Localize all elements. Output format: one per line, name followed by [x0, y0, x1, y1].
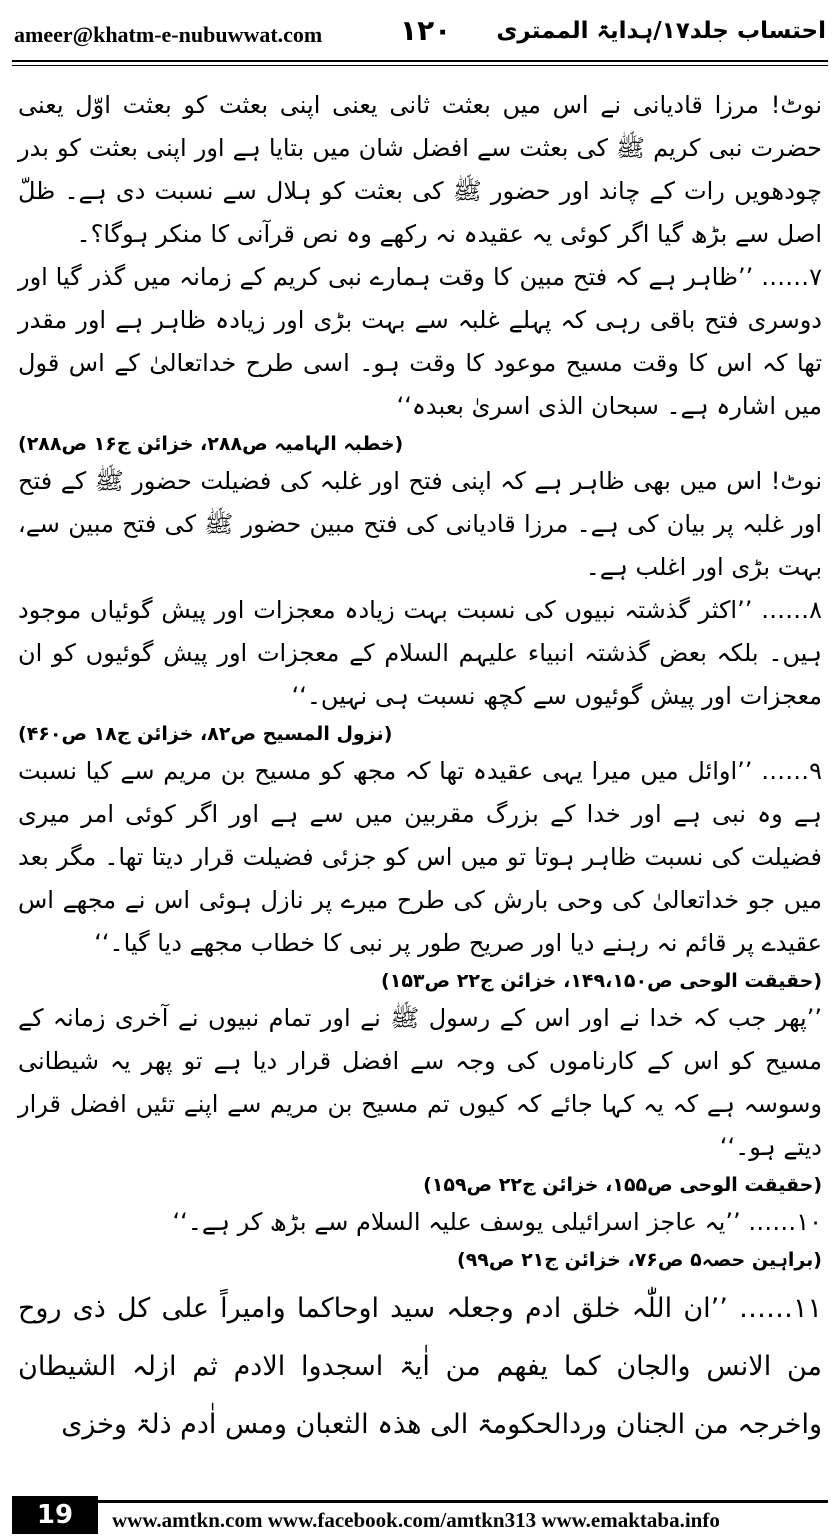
- footer-divider: [98, 1500, 828, 1503]
- page-body: [18, 84, 822, 1454]
- page-footer: [0, 1494, 840, 1540]
- paragraph-quote-8: ۸…… ’’اکثر گذشتہ نبیوں کی نسبت بہت زیادہ معجزات اور پیش گوئیاں موجود ہیں۔ بلکہ بعض گذشتہ انبیاء علیہم السلام کے معجزات اور پیش گوئیوں کو ان معجزات اور پیش گوئیوں سے کچھ نسبت ہی نہیں۔‘‘: [18, 596, 822, 710]
- footer-links: www.amtkn.com www.facebook.com/amtkn313 www.emaktaba.info: [112, 1508, 720, 1532]
- reference-quote-9: (حقیقت الوحی ص۱۴۹،۱۵۰، خزائن ج۲۲ ص۱۵۳): [381, 970, 822, 992]
- footer-page-number: 19: [12, 1496, 98, 1534]
- paragraph-quote-10: ۱۰…… ’’یہ عاجز اسرائیلی یوسف علیہ السلام سے بڑھ کر ہے۔‘‘: [172, 1208, 822, 1236]
- paragraph-quote-9b: ’’پھر جب کہ خدا نے اور اس کے رسول ﷺ نے اور تمام نبیوں نے آخری زمانہ کے مسیح کو اس کے کارناموں کی وجہ سے افضل قرار دیا ہے تو پھر یہ شیطانی وسوسہ ہے کہ یہ کہا جائے کہ کیوں تم مسیح بن مریم سے اپنے تئیں افضل قرار دیتے ہو۔‘‘: [18, 1004, 822, 1161]
- page-header: [0, 0, 840, 62]
- paragraph-quote-11-arabic: ۱۱…… ’’ان اللّٰہ خلق ادم وجعلہ سید اوحاکما وامیراً علی کل ذی روح من الانس والجان کما یفھم من اٰیۃ اسجدوا الادم ثم ازلہ الشیطان واخرجہ من الجنان وردالحکومۃ الی ھذہ الثعبان ومس اٰدم ذلۃ وخزی: [18, 1293, 822, 1440]
- paragraph-note-1: نوٹ! مرزا قادیانی نے اس میں بعثت ثانی یعنی اپنی بعثت کو بعثت اوّل یعنی حضرت نبی کریم ﷺ کی بعثت سے افضل شان میں بتایا ہے اور اپنی بعثت کو بدر چودھویں رات کے چاند اور حضور ﷺ کی بعثت کو ہلال سے نسبت دی ہے۔ ظلّ اصل سے بڑھ گیا اگر کوئی یہ عقیدہ نہ رکھے وہ نص قرآنی کا منکر ہوگا؟۔: [18, 91, 822, 248]
- paragraph-quote-7: ۷…… ’’ظاہر ہے کہ فتح مبین کا وقت ہمارے نبی کریم کے زمانہ میں گذر گیا اور دوسری فتح باقی رہی کہ پہلے غلبہ سے بہت بڑی اور زیادہ ظاہر ہے اور مقدر تھا کہ اس کا وقت مسیح موعود کا وقت ہو۔ اسی طرح خداتعالیٰ کے اس قول میں اشارہ ہے۔ سبحان الذی اسریٰ بعبدہ‘‘: [18, 263, 822, 420]
- header-divider: [12, 60, 828, 66]
- reference-quote-9b: (حقیقت الوحی ص۱۵۵، خزائن ج۲۲ ص۱۵۹): [423, 1174, 822, 1196]
- paragraph-note-2: نوٹ! اس میں بھی ظاہر ہے کہ اپنی فتح اور غلبہ کی فضیلت حضور ﷺ کے فتح اور غلبہ پر بیان کی ہے۔ مرزا قادیانی کی فتح مبین حضور ﷺ کی فتح مبین سے، بہت بڑی اور اغلب ہے۔: [18, 467, 822, 581]
- header-book-title: احتساب جلد۱۷/ہدایۃ الممتری: [496, 18, 826, 44]
- reference-quote-7: (خطبہ الہامیہ ص۲۸۸، خزائن ج۱۶ ص۲۸۸): [18, 433, 404, 455]
- header-page-number: ۱۲۰: [400, 14, 452, 47]
- paragraph-quote-9: ۹…… ’’اوائل میں میرا یہی عقیدہ تھا کہ مجھ کو مسیح بن مریم سے کیا نسبت ہے وہ نبی ہے اور خدا کے بزرگ مقربین میں سے ہے اور اگر کوئی امر میری فضیلت کی نسبت ظاہر ہوتا تو میں اس کو جزئی فضیلت قرار دیتا تھا۔ مگر بعد میں جو خداتعالیٰ کی وحی بارش کی طرح میرے پر نازل ہوئی اس نے مجھے اس عقیدے پر قائم نہ رہنے دیا اور صریح طور پر نبی کا خطاب مجھے دیا گیا۔‘‘: [18, 757, 822, 957]
- reference-quote-8: (نزول المسیح ص۸۲، خزائن ج۱۸ ص۴۶۰): [18, 723, 393, 745]
- reference-quote-10: (براہین حصہ۵ ص۷۶، خزائن ج۲۱ ص۹۹): [457, 1249, 822, 1271]
- header-email: ameer@khatm-e-nubuwwat.com: [14, 22, 323, 47]
